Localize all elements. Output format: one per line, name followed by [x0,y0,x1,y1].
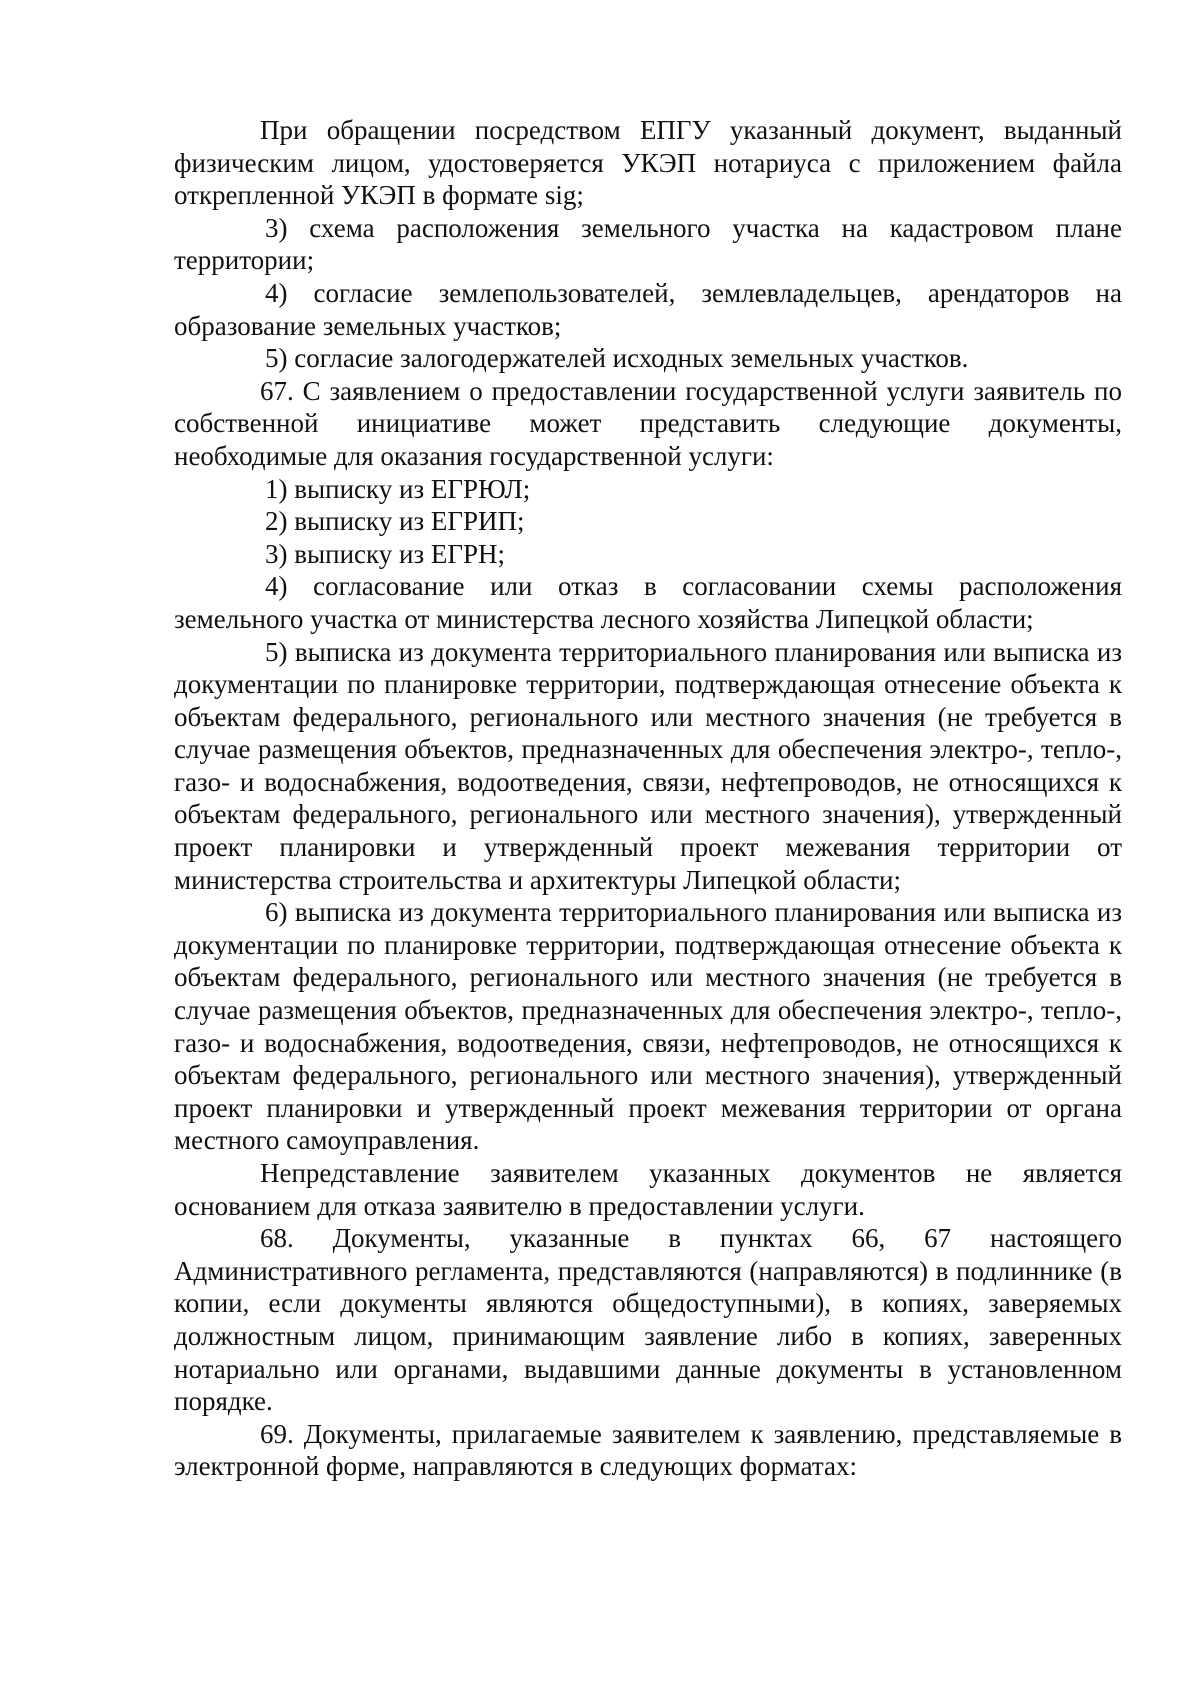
paragraph-epgu-notary: При обращении посредством ЕПГУ указанный документ, выданный физическим лицом, удостоверяется УКЭП нотариуса с приложением файла открепленной УКЭП в формате sig; [174,115,1122,211]
list-item-pledgees-consent: 5) согласие залогодержателей исходных земельных участков. [265,343,969,374]
list-item-egrip: 2) выписку из ЕГРИП; [265,506,525,537]
list-item-land-users-consent: 4) согласие землепользователей, землевладельцев, арендаторов на образование земельных участков; [174,277,1122,341]
paragraph-68: 68. Документы, указанные в пунктах 66, 67 настоящего Административного регламента, представляются (направляются) в подлиннике (в копии, если документы являются общедоступными), в копиях, заверяемых должностным лицом, принимающим заявление либо в копиях, заверенных нотариально или органами, выдавшими данные документы в установленном порядке. [174,1223,1122,1417]
list-item-planning-extract-local: 6) выписка из документа территориального планирования или выписка из документации по планировке территории, подтверждающая отнесение объекта к объектам федерального, регионального или местного значения (не требуется в случае размещения объектов, предназначенных для обеспечения электро-, тепло-, газо- и водоснабжения, водоотведения, связи, нефтепроводов, не относящихся к объектам федерального, регионального или местного значения), утвержденный проект планировки и утвержденный проект межевания территории от органа местного самоуправления. [174,897,1122,1156]
list-item-egrn: 3) выписку из ЕГРН; [265,538,505,569]
list-item-egrul: 1) выписку из ЕГРЮЛ; [265,473,531,504]
paragraph-non-submission: Непредставление заявителем указанных документов не является основанием для отказа заявителю в предоставлении услуги. [174,1158,1122,1221]
list-item-cadastral-scheme: 3) схема расположения земельного участка на кадастровом плане территории; [174,212,1122,276]
document-body [174,114,1122,1483]
paragraph-69: 69. Документы, прилагаемые заявителем к заявлению, представляемые в электронной форме, направляются в следующих форматах: [174,1418,1122,1482]
paragraph-67: 67. С заявлением о предоставлении государственной услуги заявитель по собственной инициативе может представить следующие документы, необходимые для оказания государственной услуги: [174,375,1122,471]
list-item-forestry-approval: 4) согласование или отказ в согласовании схемы расположения земельного участка от министерства лесного хозяйства Липецкой области; [174,571,1122,634]
list-item-planning-extract-ministry: 5) выписка из документа территориального планирования или выписка из документации по планировке территории, подтверждающая отнесение объекта к объектам федерального, регионального или местного значения (не требуется в случае размещения объектов, предназначенных для обеспечения электро-, тепло-, газо- и водоснабжения, водоотведения, связи, нефтепроводов, не относящихся к объектам федерального, регионального или местного значения), утвержденный проект планировки и утвержденный проект межевания территории от министерства строительства и архитектуры Липецкой области; [174,636,1122,895]
